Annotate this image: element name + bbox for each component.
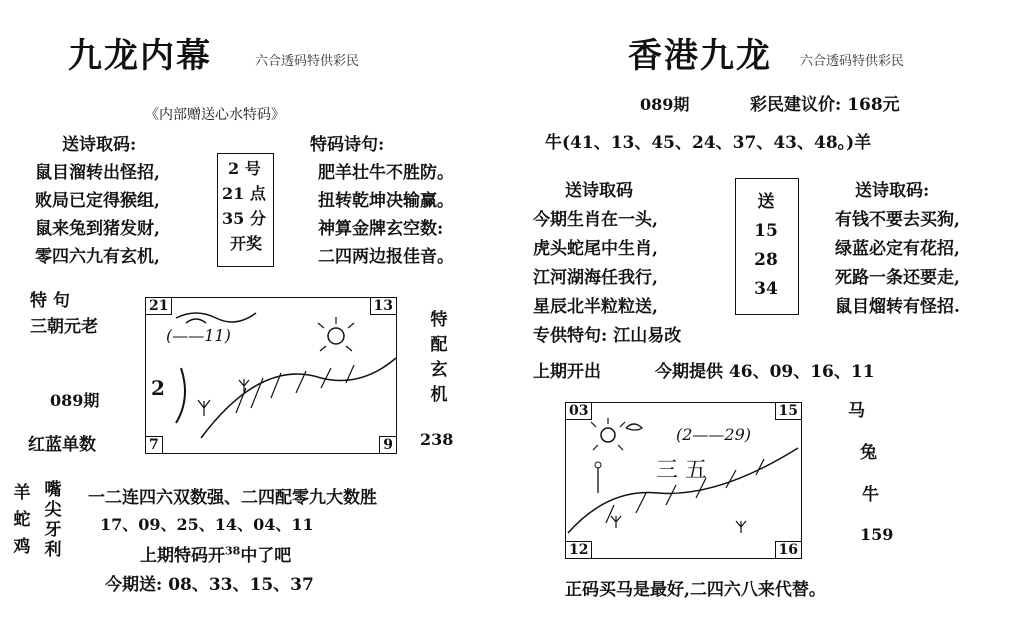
left-poem-right-heading: 特码诗句: [310,135,385,155]
zuijian-char: 尖 [44,500,62,520]
right-issue: 089期 [640,95,690,114]
right-bottom-line: 正码买马是最好,二四六八来代替。 [565,580,826,600]
tepei-char: 特 [430,310,448,330]
left-poem-line: 零四六九有玄机, [35,247,160,267]
left-title: 九龙内幕 [68,36,212,76]
left-poem-right-line: 神算金牌玄空数: [318,219,444,239]
corner-bottom-right: 9 [379,436,397,454]
num-right: 159 [860,525,894,544]
right-picture-box [565,402,802,559]
right-poem-line: 星辰北半粒粒送, [533,297,658,317]
last-period-label: 上期开出 [533,362,601,382]
tepei-chars [428,308,450,408]
left-line-3 [140,541,291,566]
left-line-4: 今期送: 08、33、15、37 [105,575,314,595]
right-picture-chars: 三 五 [656,458,707,483]
right-title: 香港九龙 [628,36,772,76]
left-line-3-number: 38 [225,544,241,558]
left-poem-line: 鼠目溜转出怪招, [35,163,160,183]
corner-top-left: 21 [145,297,172,315]
right-poem-right-line: 鼠目熘转有怪招. [835,297,960,317]
send-box-line: 28 [754,250,778,270]
corner-top-right: 13 [370,297,397,315]
zodiac-right: 兔 [860,443,877,463]
left-poem-right-line: 二四两边报佳音。 [318,247,454,267]
right-poem-heading: 送诗取码 [565,181,633,201]
tepei-char: 机 [430,385,448,405]
right-poem-right-heading: 送诗取码: [855,181,930,201]
left-quote: 《内部赠送心水特码》 [145,107,285,123]
right-price: 彩民建议价: 168元 [750,95,900,115]
left-line-3-suffix: 中了吧 [240,546,292,566]
right-poem-line: 今期生肖在一头, [533,210,658,230]
left-line-1: 一二连四六双数强、二四配零九大数胜 [88,488,377,508]
corner-bottom-right: 16 [775,541,802,559]
draw-time-line: 开奖 [230,234,263,253]
this-period-numbers: 今期提供 46、09、16、11 [655,362,875,382]
red-blue-label: 红蓝单数 [28,435,96,455]
zuijian-char: 利 [44,540,62,560]
left-sketch-image [146,298,396,453]
zodiac-right: 马 [848,401,865,421]
tepei-char: 玄 [430,360,448,380]
left-picture-number: 2 [151,376,165,400]
left-issue: 089期 [50,391,100,410]
zodiac-char: 羊 [13,483,31,503]
special-phrase-label: 特 句 [30,291,70,311]
tepei-value: 238 [420,430,454,449]
zuijian-chars [42,480,64,560]
zodiac-chars [10,480,34,561]
left-poem-heading: 送诗取码: [62,135,137,155]
zodiac-char: 蛇 [13,510,31,530]
right-poem-right-line: 死路一条还要走, [835,268,960,288]
corner-bottom-left: 12 [565,541,592,559]
corner-top-right: 15 [775,402,802,420]
right-subtitle: 六合透码特供彩民 [800,54,905,69]
zodiac-right: 牛 [862,485,879,505]
zuijian-char: 牙 [44,520,62,540]
left-poem-right-line: 扭转乾坤决输赢。 [318,191,454,211]
right-special-phrase: 专供特句: 江山易改 [533,326,682,346]
sanchao-label: 三朝元老 [30,317,98,337]
send-box-line: 15 [754,221,778,241]
left-line-2: 17、09、25、14、04、11 [100,515,314,534]
zuijian-char: 嘴 [44,480,62,500]
left-poem-right-line: 肥羊壮牛不胜防。 [318,163,454,183]
tepei-char: 配 [430,335,448,355]
zodiac-char: 鸡 [13,537,31,557]
left-poem-line: 鼠来兔到猪发财, [35,219,160,239]
right-poem-right-line: 绿蓝必定有花招, [835,239,960,259]
niu-line: 牛(41、13、45、24、37、43、48。)羊 [545,133,872,153]
left-poem-line: 败局已定得猴组, [35,191,160,211]
corner-top-left: 03 [565,402,592,420]
draw-time-line: 35 分 [222,209,266,228]
corner-bottom-left: 7 [145,436,163,454]
send-box-line: 送 [757,192,775,212]
right-picture-text: (2——29) [676,425,752,444]
right-poem-line: 江河湖海任我行, [533,268,658,288]
draw-time-line: 21 点 [222,184,266,203]
send-box-line: 34 [754,279,778,299]
right-poem-right-line: 有钱不要去买狗, [835,210,960,230]
right-poem-line: 虎头蛇尾中生肖, [533,239,658,259]
left-picture-box [145,297,397,454]
left-subtitle: 六合透码特供彩民 [255,54,360,69]
draw-time-line: 2 号 [228,159,261,178]
left-line-3-prefix: 上期特码开 [140,546,225,566]
send-box-lines [735,188,797,304]
left-picture-text: (——11) [166,326,231,345]
